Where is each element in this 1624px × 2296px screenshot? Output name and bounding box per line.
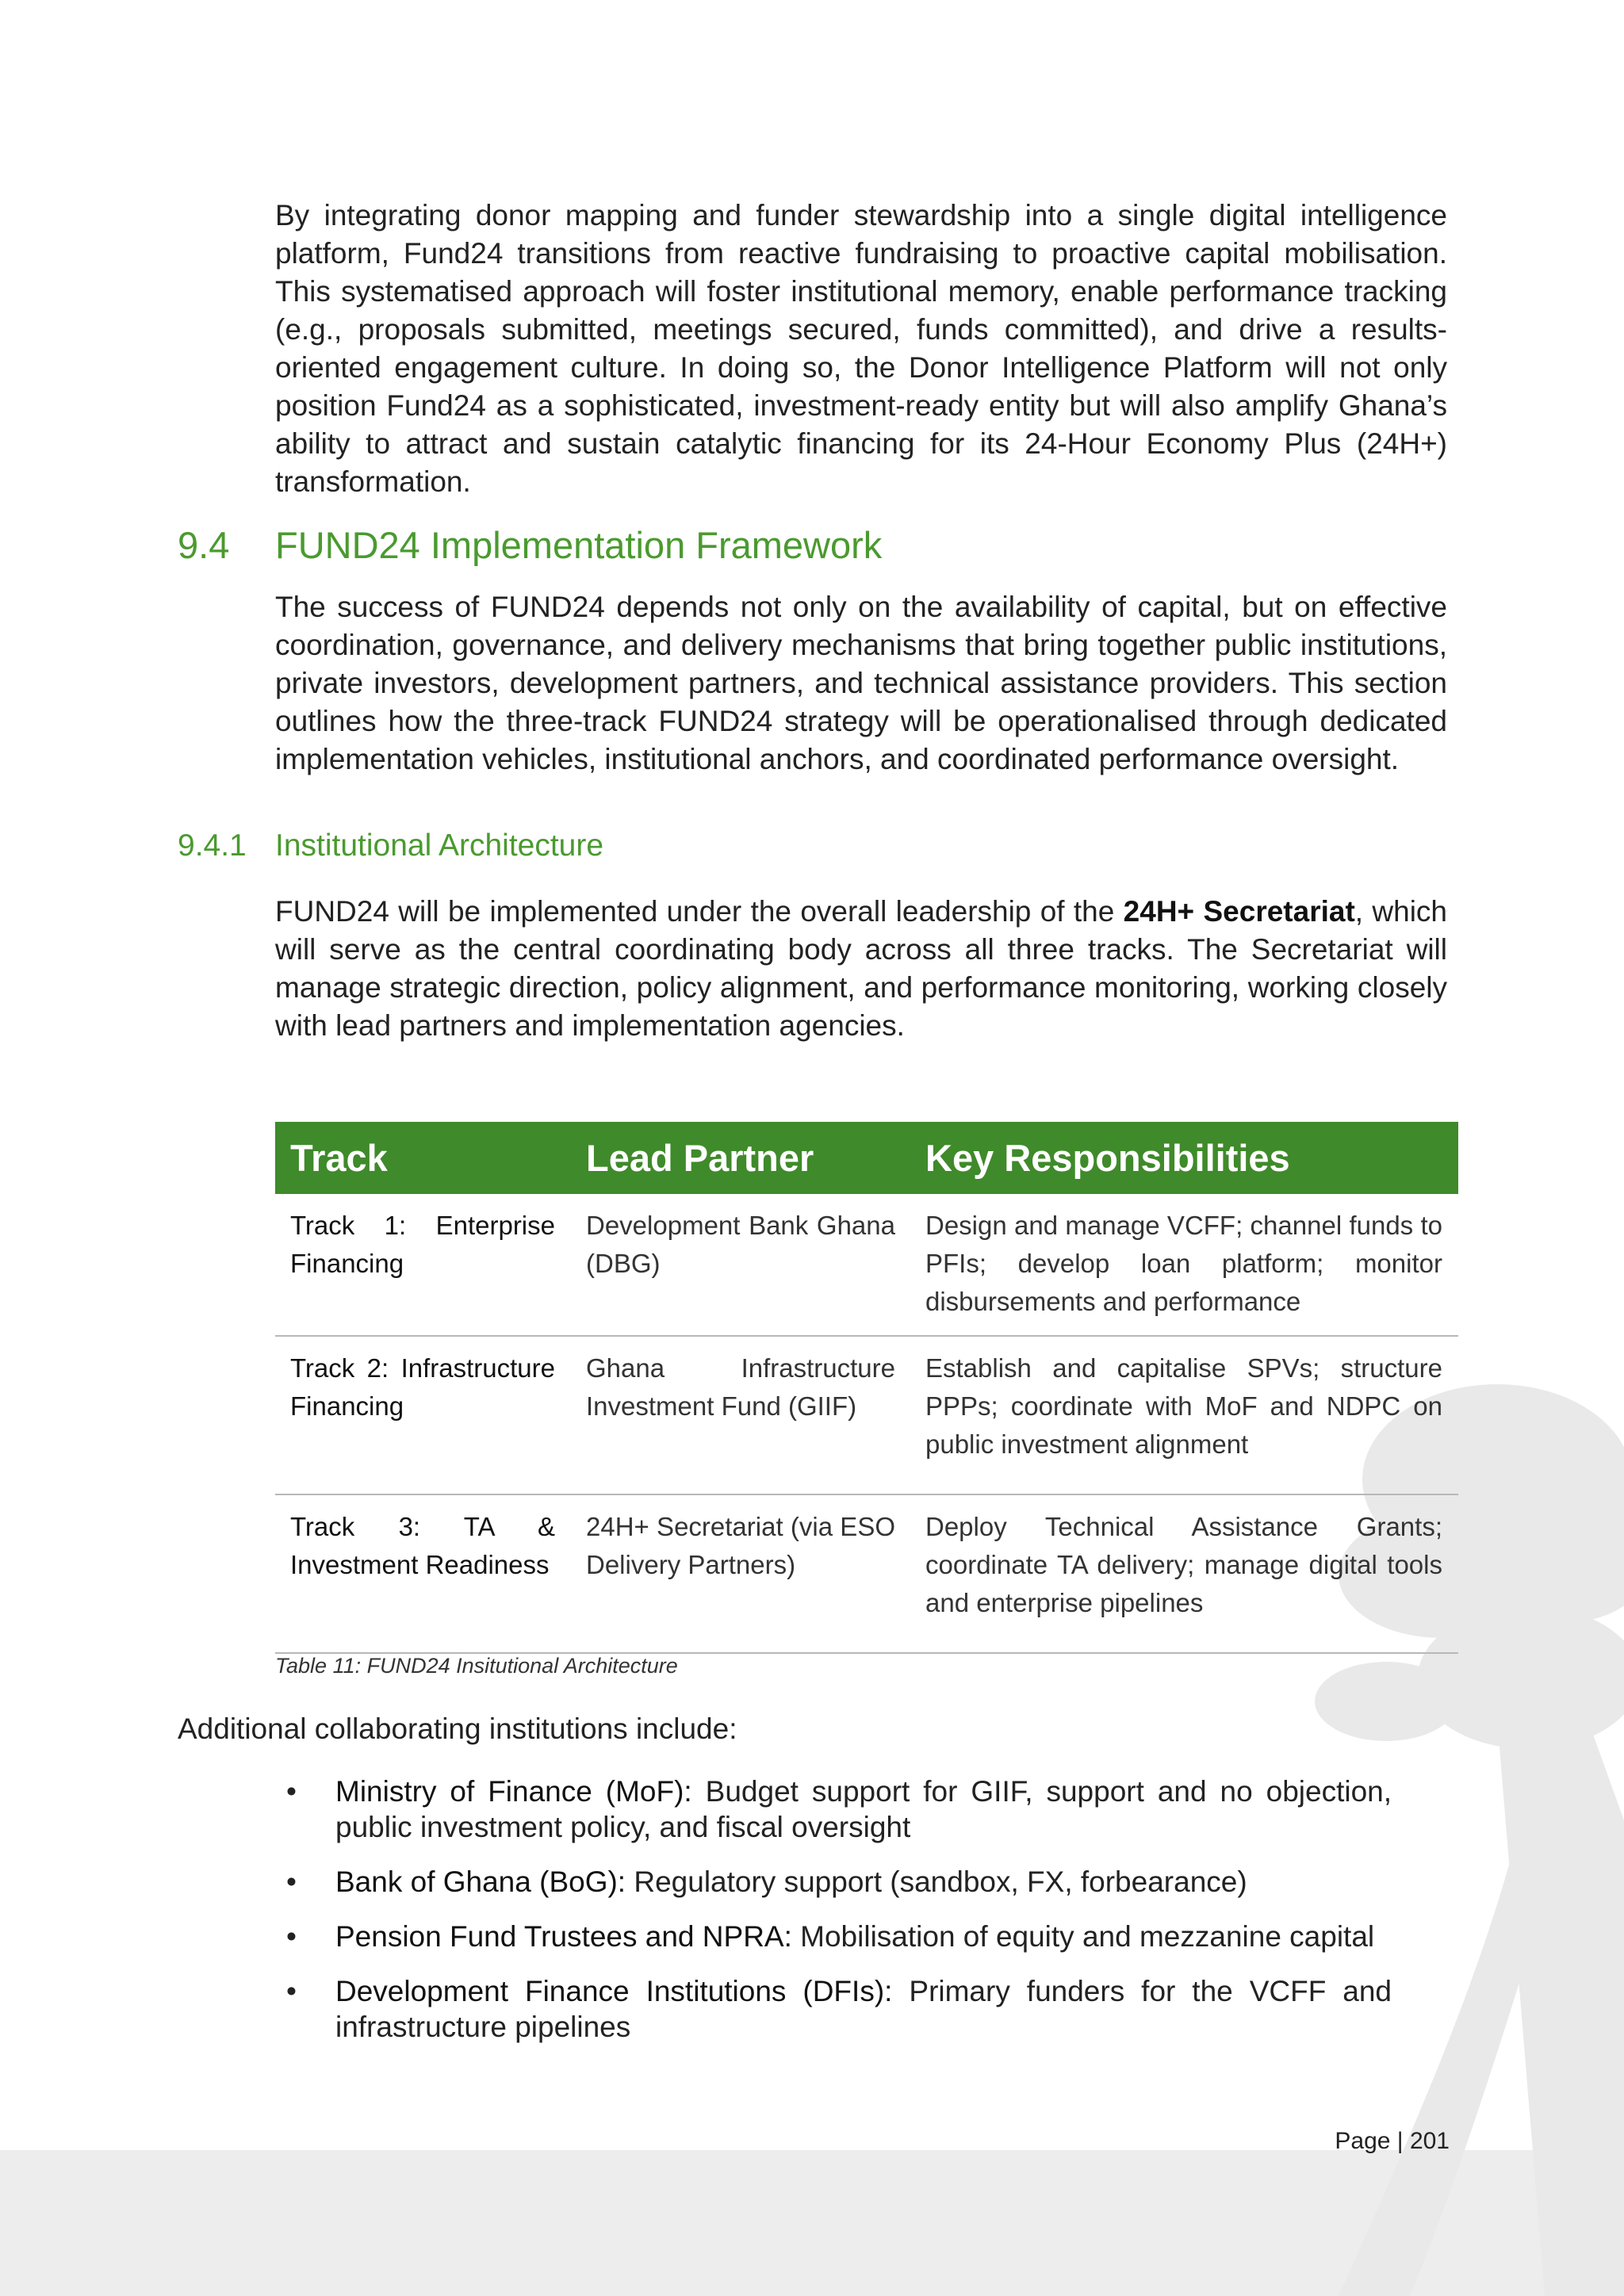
subsection-body bbox=[275, 893, 1447, 1045]
list-item bbox=[275, 1919, 1392, 1954]
collaborators-intro: Additional collaborating institutions include: bbox=[178, 1712, 737, 1745]
subsection-number: 9.4.1 bbox=[178, 828, 247, 863]
table-row bbox=[275, 1194, 1458, 1337]
list-item-text: Mobilisation of equity and mezzanine capital bbox=[791, 1920, 1375, 1953]
list-item-term: Bank of Ghana (BoG): bbox=[335, 1866, 626, 1898]
track-cell: Track 1: Enterprise Financing bbox=[290, 1211, 555, 1278]
track-cell: Track 3: TA & Investment Readiness bbox=[290, 1512, 555, 1579]
lead-partner-cell: Development Bank Ghana (DBG) bbox=[586, 1211, 895, 1278]
list-item bbox=[275, 1864, 1392, 1900]
header-lead-partner: Lead Partner bbox=[586, 1137, 814, 1179]
list-item-text: Regulatory support (sandbox, FX, forbearance) bbox=[626, 1866, 1247, 1898]
section-number: 9.4 bbox=[178, 524, 230, 566]
table-row bbox=[275, 1495, 1458, 1654]
page-number bbox=[1335, 2128, 1450, 2155]
responsibilities-cell: Deploy Technical Assistance Grants; coordinate TA delivery; manage digital tools and enterprise pipelines bbox=[925, 1512, 1442, 1617]
intro-paragraph: By integrating donor mapping and funder stewardship into a single digital intelligence platform, Fund24 transitions from reactive fundraising to proactive capital mobilisation. This systematised approach will foster institutional memory, enable performance tracking (e.g., proposals submitted, meetings secured, funds committed), and drive a results-oriented engagement culture. In doing so, the Donor Intelligence Platform will not only position Fund24 as a sophisticated, investment-ready entity but will also amplify Ghana’s ability to attract and sustain catalytic financing for its 24-Hour Economy Plus (24H+) transformation. bbox=[275, 199, 1447, 498]
subsection-title: Institutional Architecture bbox=[275, 828, 604, 863]
bullet-glyph: • bbox=[286, 1975, 297, 2007]
subsection-body-end: , which will serve as the central coordinating body across all three tracks. The Secretariat will manage strategic direction, policy alignment, and performance monitoring, working closely with lead partners and implementation agencies. bbox=[275, 895, 1447, 1042]
section-body: The success of FUND24 depends not only on the availability of capital, but on effective coordination, governance, and delivery mechanisms that bring together public institutions, private investors, development partners, and technical assistance providers. This section outlines how the three-track FUND24 strategy will be operationalised through dedicated implementation vehicles, institutional anchors, and coordinated performance oversight. bbox=[275, 591, 1447, 775]
bullet-glyph: • bbox=[286, 1920, 297, 1953]
track-cell: Track 2: Infrastructure Financing bbox=[290, 1353, 555, 1421]
responsibilities-cell: Establish and capitalise SPVs; structure PPPs; coordinate with MoF and NDPC on public investment alignment bbox=[925, 1353, 1442, 1459]
section-title: FUND24 Implementation Framework bbox=[275, 524, 883, 566]
table-header bbox=[275, 1122, 1458, 1194]
page-label: Page bbox=[1335, 2128, 1391, 2154]
responsibilities-cell: Design and manage VCFF; channel funds to PFIs; develop loan platform; monitor disbursements and performance bbox=[925, 1211, 1442, 1316]
institutional-architecture-table bbox=[275, 1122, 1458, 1617]
table-row bbox=[275, 1337, 1458, 1495]
secretariat-name: 24H+ Secretariat bbox=[1123, 895, 1355, 928]
list-item-term: Ministry of Finance (MoF): bbox=[335, 1775, 692, 1808]
subsection-body-start: FUND24 will be implemented under the overall leadership of the bbox=[275, 895, 1124, 928]
header-track: Track bbox=[290, 1137, 388, 1179]
collaborators-list bbox=[275, 1774, 1392, 2064]
page-separator: | bbox=[1396, 2128, 1404, 2154]
bullet-glyph: • bbox=[286, 1866, 297, 1898]
list-item-text: Budget support for GIIF, support and no objection, public investment policy, and fiscal oversight bbox=[335, 1775, 1392, 1843]
list-item-text: Primary funders for the VCFF and infrastructure pipelines bbox=[335, 1975, 1392, 2043]
list-item-term: Development Finance Institutions (DFIs): bbox=[335, 1975, 893, 2007]
list-item bbox=[275, 1973, 1392, 2045]
bullet-glyph: • bbox=[286, 1775, 297, 1808]
page-number-value: 201 bbox=[1409, 2128, 1450, 2154]
table-caption: Table 11: FUND24 Insitutional Architecture bbox=[275, 1654, 678, 1678]
header-key-responsibilities: Key Responsibilities bbox=[925, 1137, 1290, 1179]
lead-partner-cell: 24H+ Secretariat (via ESO Delivery Partners) bbox=[586, 1512, 895, 1579]
list-item-term: Pension Fund Trustees and NPRA: bbox=[335, 1920, 792, 1953]
list-item bbox=[275, 1774, 1392, 1845]
lead-partner-cell: Ghana Infrastructure Investment Fund (GIIF) bbox=[586, 1353, 895, 1421]
